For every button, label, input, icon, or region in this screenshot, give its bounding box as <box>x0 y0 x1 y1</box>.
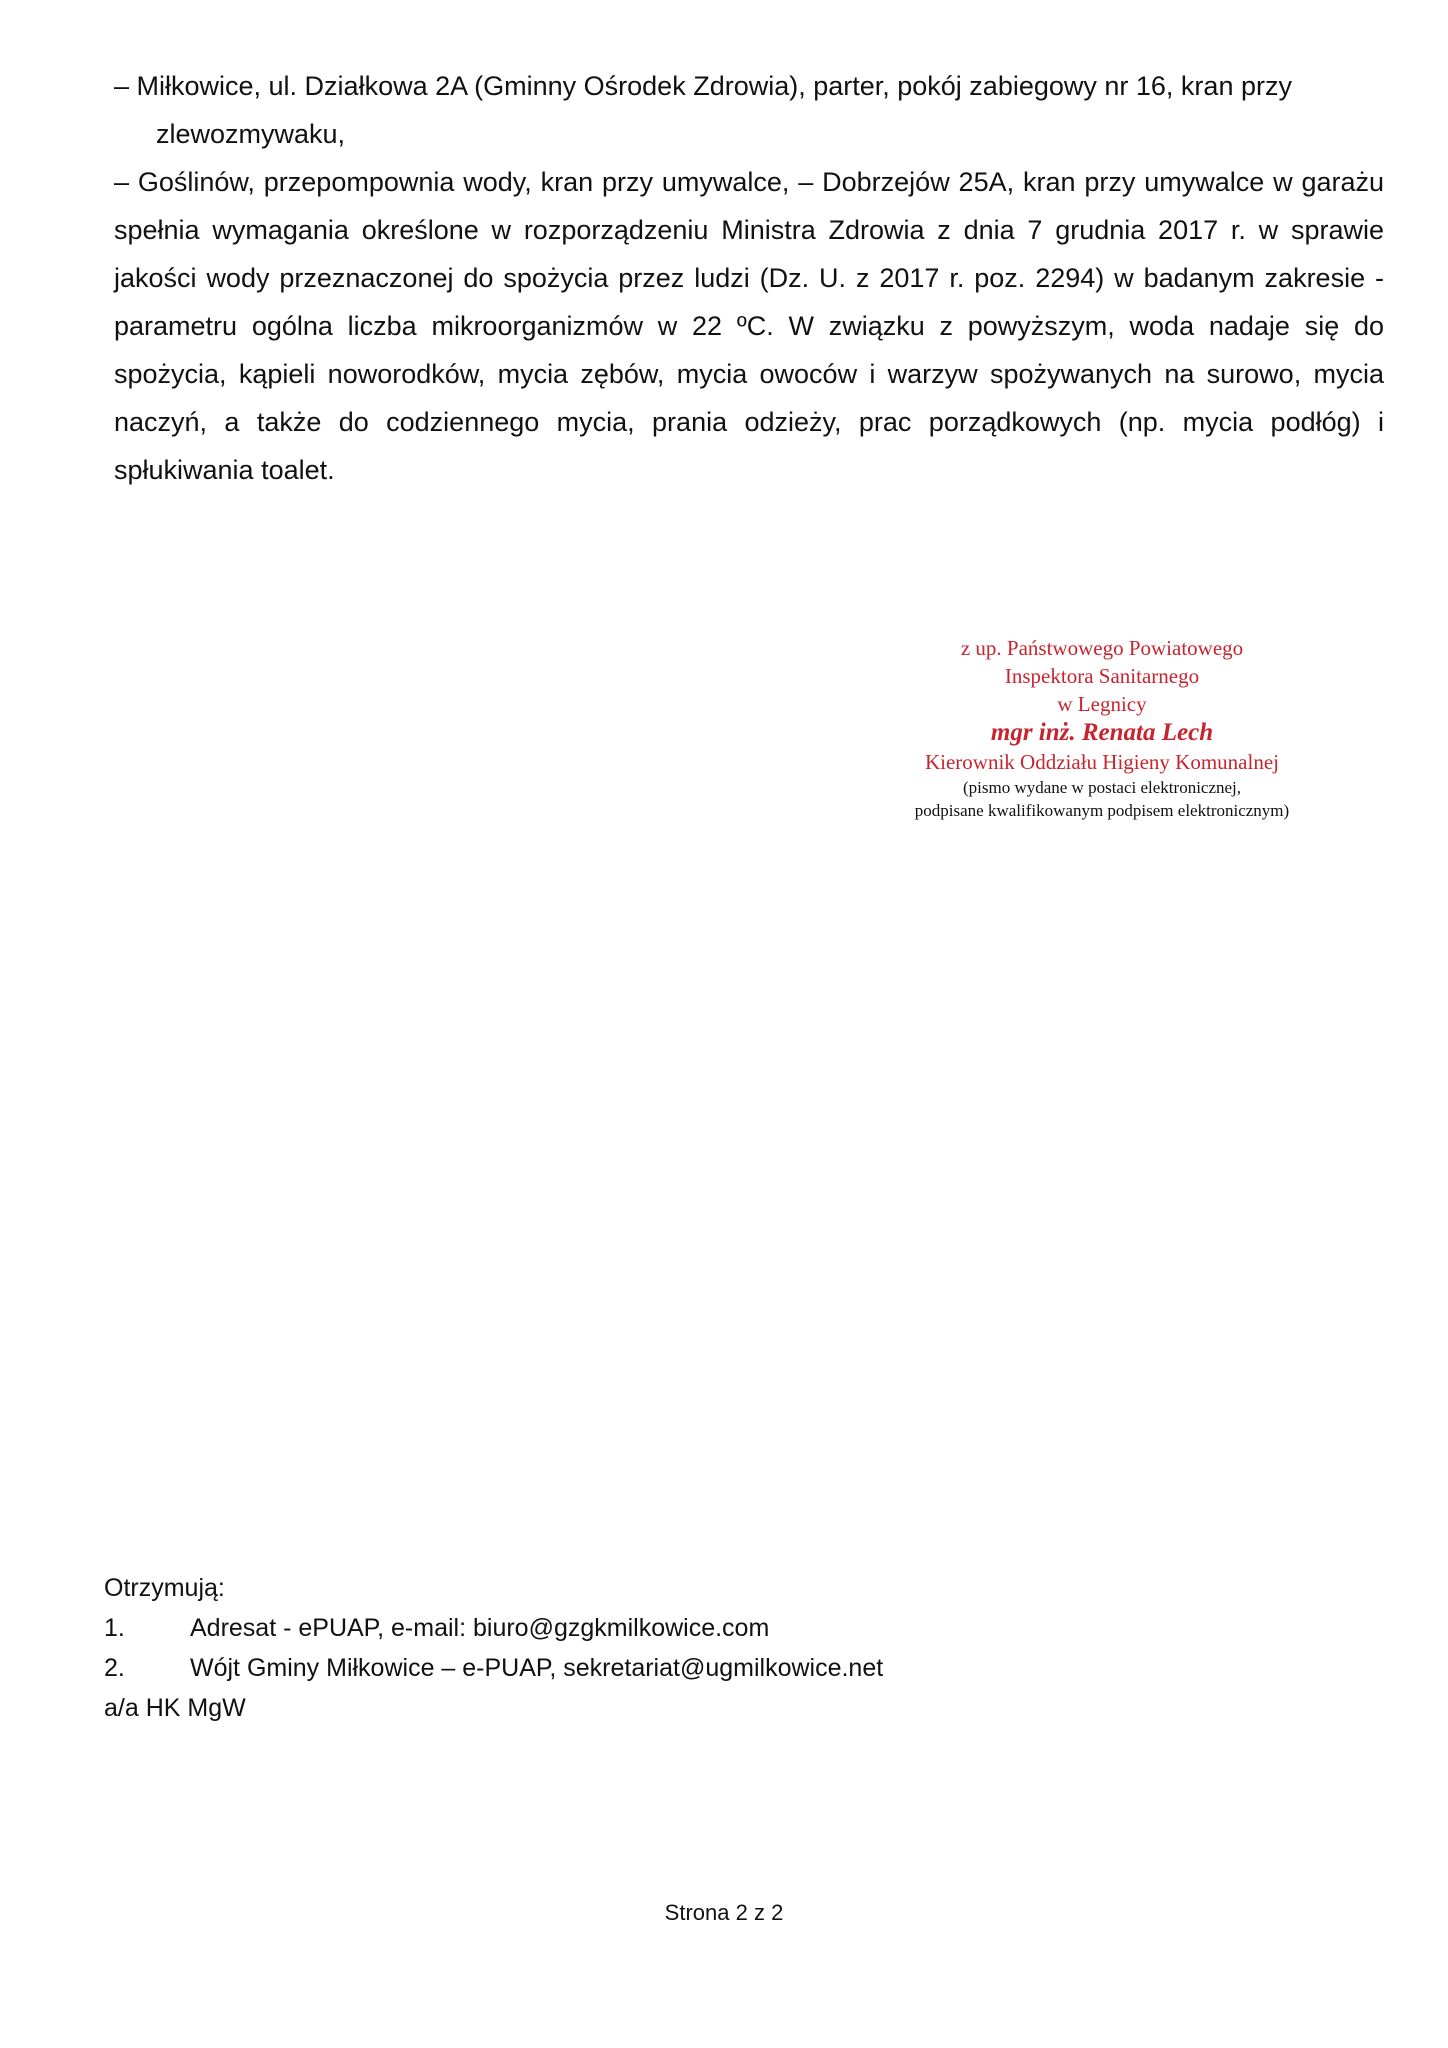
recipients-heading: Otrzymują: <box>104 1574 225 1602</box>
signature-location-line: w Legnicy <box>1057 692 1147 716</box>
recipient-number: 2. <box>104 1654 125 1682</box>
recipient-text: Wójt Gminy Miłkowice – e-PUAP, sekretariat@ugmilkowice.net <box>190 1654 884 1682</box>
assessment-paragraph: – Goślinów, przepompownia wody, kran przy umywalce, – Dobrzejów 25A, kran przy umywalce w garażu spełnia wymagania określone w rozporządzeniu Ministra Zdrowia z dnia 7 grudnia 2017 r. w sprawie jakości wody przeznaczonej do spożycia przez ludzi (Dz. U. z 2017 r. poz. 2294) w badanym zakresie - parametru ogólna liczba mikroorganizmów w 22 ºC. W związku z powyższym, woda nadaje się do spożycia, kąpieli noworodków, mycia zębów, mycia owoców i warzyw spożywanych na surowo, mycia naczyń, a także do codziennego mycia, prania odzieży, prac porządkowych (np. mycia podłóg) i spłukiwania toalet. <box>114 167 1384 485</box>
filing-reference: a/a HK MgW <box>104 1694 246 1722</box>
signature-block <box>852 634 1352 822</box>
recipient-item <box>104 1648 1104 1688</box>
location-line-continuation: zlewozmywaku, <box>156 119 346 149</box>
recipient-text: Adresat - ePUAP, e-mail: biuro@gzgkmilkowice.com <box>190 1614 770 1642</box>
signature-authority-line: Inspektora Sanitarnego <box>1004 664 1200 688</box>
page-number: Strona 2 z 2 <box>664 1900 784 1925</box>
recipients-section <box>104 1568 1104 1728</box>
letter-body <box>114 62 1384 494</box>
signatory-position: Kierownik Oddziału Higieny Komunalnej <box>924 750 1279 774</box>
electronic-signature-note: (pismo wydane w postaci elektronicznej, <box>962 778 1242 797</box>
signature-authority-line: z up. Państwowego Powiatowego <box>960 636 1244 660</box>
recipient-number: 1. <box>104 1614 125 1642</box>
recipient-item <box>104 1608 1104 1648</box>
electronic-signature-note: podpisane kwalifikowanym podpisem elektronicznym) <box>914 801 1290 820</box>
signatory-name: mgr inż. Renata Lech <box>990 719 1214 746</box>
location-line-milkowice: – Miłkowice, ul. Działkowa 2A (Gminny Ośrodek Zdrowia), parter, pokój zabiegowy nr 16, kran przy <box>114 71 1292 101</box>
